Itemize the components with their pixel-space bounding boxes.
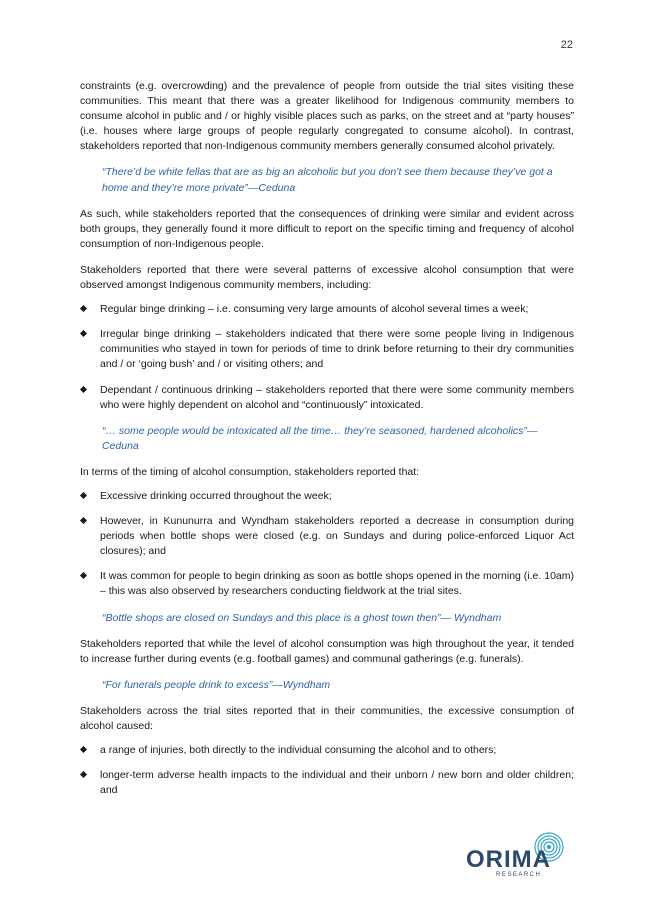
orima-logo	[466, 832, 576, 882]
diamond-bullet-icon	[80, 385, 87, 392]
list-item: Regular binge drinking – i.e. consuming very large amounts of alcohol several times a week;	[80, 302, 574, 317]
diamond-bullet-icon	[80, 746, 87, 753]
diamond-bullet-icon	[80, 517, 87, 524]
list-item: longer-term adverse health impacts to the individual and their unborn / new born and older children; and	[80, 768, 574, 798]
paragraph: Stakeholders across the trial sites reported that in their communities, the excessive consumption of alcohol caused:	[80, 704, 574, 732]
quote: “Bottle shops are closed on Sundays and this place is a ghost town then”— Wyndham	[102, 611, 502, 624]
list-item: a range of injuries, both directly to the individual consuming the alcohol and to others;	[80, 743, 574, 758]
diamond-bullet-icon	[80, 572, 87, 579]
list-item: Dependant / continuous drinking – stakeholders reported that there were some community members who were highly dependent on alcohol and “continuously” intoxicated.	[80, 383, 574, 413]
page-number: 22	[560, 39, 573, 51]
quote: “For funerals people drink to excess”—Wyndham	[102, 678, 331, 691]
quote: “… some people would be intoxicated all the time… they’re seasoned, hardened alcoholics”—Ceduna	[102, 424, 538, 452]
document-body	[80, 79, 574, 798]
diamond-bullet-icon	[80, 492, 87, 499]
bullet-list-timing	[80, 489, 574, 600]
list-item: Excessive drinking occurred throughout the week;	[80, 489, 574, 504]
paragraph: In terms of the timing of alcohol consumption, stakeholders reported that:	[80, 465, 420, 478]
paragraph: Stakeholders reported that while the level of alcohol consumption was high throughout the year, it tended to increase further during events (e.g. football games) and communal gatherings (e.g. funerals).	[80, 637, 574, 665]
list-item: Irregular binge drinking – stakeholders indicated that there were some people living in Indigenous communities who stayed in town for periods of time to drink before returning to their dry communities and / or ‘going bush’ and / or visiting others; and	[80, 327, 574, 372]
logo-name: ORIMA	[466, 846, 551, 873]
diamond-bullet-icon	[80, 305, 87, 312]
paragraph: Stakeholders reported that there were several patterns of excessive alcohol consumption that were observed amongst Indigenous community members, including:	[80, 263, 574, 292]
list-item: However, in Kununurra and Wyndham stakeholders reported a decrease in consumption during periods when bottle shops were closed (e.g. on Sundays and during police-enforced Liquor Act closures); and	[80, 514, 574, 559]
list-item: It was common for people to begin drinking as soon as bottle shops opened in the morning (i.e. 10am) – this was also observed by researchers conducting fieldwork at the trial sites.	[80, 569, 574, 599]
bullet-list-drinking-patterns	[80, 302, 574, 413]
logo-subtitle: RESEARCH	[496, 872, 542, 878]
diamond-bullet-icon	[80, 771, 87, 778]
paragraph: As such, while stakeholders reported that the consequences of drinking were similar and evident across both groups, they generally found it more difficult to report on the specific timing and frequency of alcohol consumption of non-Indigenous people.	[80, 207, 574, 250]
quote: “There’d be white fellas that are as big an alcoholic but you don’t see them because they’ve got a home and they’re more private”—Ceduna	[102, 166, 553, 194]
diamond-bullet-icon	[80, 330, 87, 337]
bullet-list-consequences	[80, 743, 574, 798]
paragraph: constraints (e.g. overcrowding) and the prevalence of people from outside the trial sites visiting these communities. This meant that there was a greater likelihood for Indigenous community members to consume alcohol in public and / or highly visible places such as parks, on the street and at “party houses” (i.e. houses where large groups of people regularly congregated to consume alcohol). In contrast, stakeholders reported that non-Indigenous community members generally consumed alcohol privately.	[80, 80, 574, 153]
